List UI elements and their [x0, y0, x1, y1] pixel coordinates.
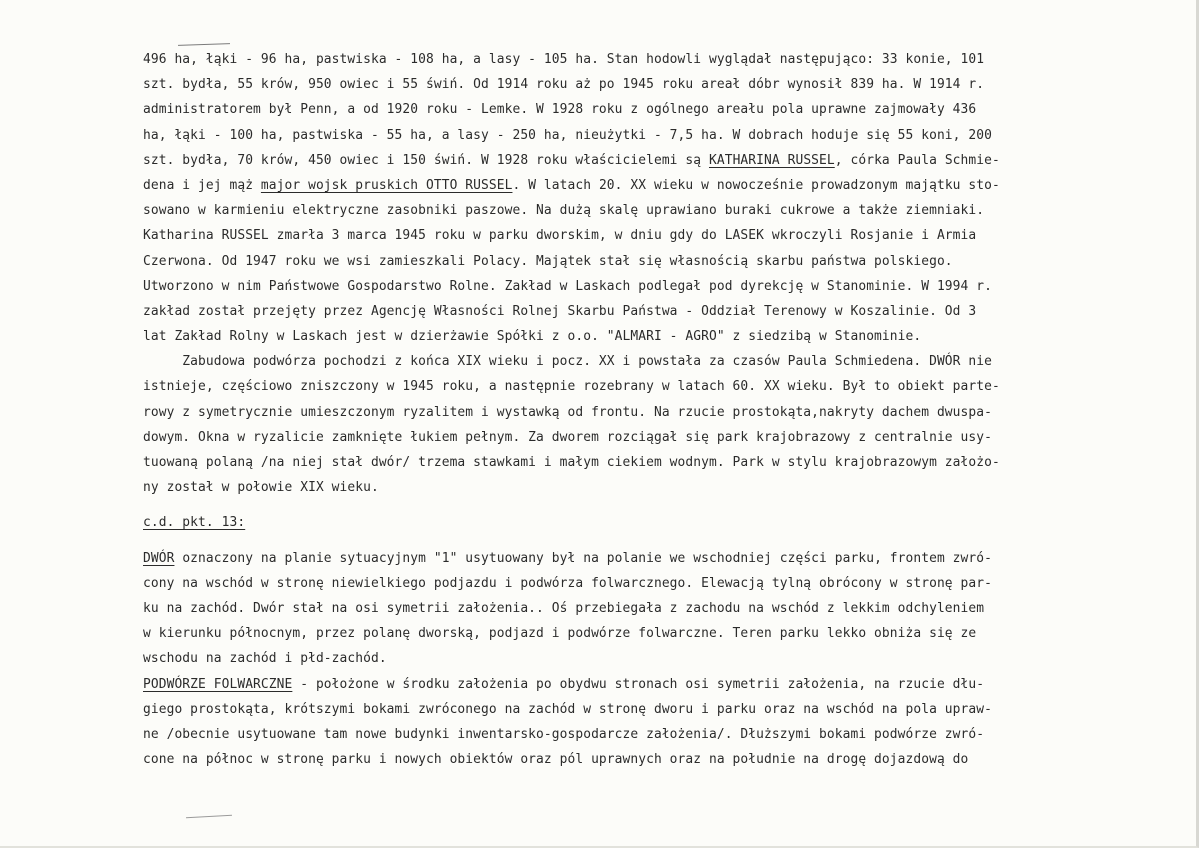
text-line: rowy z symetrycznie umieszczonym ryzalitem i wystawką od frontu. Na rzucie prostokąta,nakryty dachem dwuspa-	[143, 404, 992, 420]
text-line: dowym. Okna w ryzalicie zamknięte łukiem pełnym. Za dworem rozciągał się park krajobrazowy z centralnie usy-	[143, 429, 992, 445]
text-line	[143, 546, 1055, 571]
text-line: istnieje, częściowo zniszczony w 1945 roku, a następnie rozebrany w latach 60. XX wieku. Był to obiekt parte-	[143, 379, 1000, 395]
text-line	[143, 148, 1055, 173]
text-line: szt. bydła, 55 krów, 950 owiec i 55 świń. Od 1914 roku aż po 1945 roku areał dóbr wynosił 839 ha. W 1914 r.	[143, 77, 985, 93]
text-line	[143, 173, 1055, 198]
text-line: giego prostokąta, krótszymi bokami zwróconego na zachód w stronę dworu i parku oraz na wschód na pola upraw-	[143, 701, 992, 717]
text-line: zakład został przejęty przez Agencję Własności Rolnej Skarbu Państwa - Oddział Terenowy w Koszalinie. Od 3	[143, 303, 977, 319]
text-segment: oznaczony na planie sytuacyjnym "1" usytuowany był na polanie we wschodniej części parku, frontem zwró-	[174, 550, 992, 566]
text-line: Zabudowa podwórza pochodzi z końca XIX wieku i pocz. XX i powstała za czasów Paula Schmiedena. DWÓR nie	[143, 354, 992, 370]
text-segment: , córka Paula Schmie-	[834, 152, 1000, 168]
text-line: wschodu na zachód i płd-zachód.	[143, 651, 387, 667]
section-heading-text: c.d. pkt. 13:	[143, 515, 246, 531]
section-heading	[143, 510, 1055, 535]
text-line: Utworzono w nim Państwowe Gospodarstwo Rolne. Zakład w Laskach podlegał pod dyrekcję w Stanominie. W 1994 r.	[143, 278, 992, 294]
text-line: ny został w połowie XIX wieku.	[143, 480, 379, 496]
spacer	[143, 500, 1055, 510]
underlined-term: PODWÓRZE FOLWARCZNE	[143, 676, 293, 692]
text-line: cony na wschód w stronę niewielkiego podjazdu i podwórza folwarcznego. Elewacją tylną obrócony w stronę par-	[143, 575, 992, 591]
underlined-term: DWÓR	[143, 550, 175, 566]
spacer	[143, 536, 1055, 546]
pen-mark-bottom	[186, 815, 232, 818]
text-segment: dena i jej mąż	[143, 177, 261, 193]
text-line: cone na północ w stronę parku i nowych obiektów oraz pól uprawnych oraz na południe na drogę dojazdową do	[143, 752, 969, 768]
document-body	[143, 47, 1055, 772]
text-line: Katharina RUSSEL zmarła 3 marca 1945 roku w parku dworskim, w dniu gdy do LASEK wkroczyli Rosjanie i Armia	[143, 228, 977, 244]
underlined-owner-name: major wojsk pruskich OTTO RUSSEL	[260, 177, 513, 193]
text-line: tuowaną polaną /na niej stał dwór/ trzema stawkami i małym ciekiem wodnym. Park w stylu krajobrazowym założo-	[143, 455, 1000, 470]
text-line: ha, łąki - 100 ha, pastwiska - 55 ha, a lasy - 250 ha, nieużytki - 7,5 ha. W dobrach hoduje się 55 koni, 200	[143, 127, 992, 143]
text-line: administratorem był Penn, a od 1920 roku - Lemke. W 1928 roku z ogólnego areału pola uprawne zajmowały 436	[143, 102, 977, 118]
text-segment: szt. bydła, 70 krów, 450 owiec i 150 świń. W 1928 roku właścicielemi są	[143, 152, 709, 168]
text-line: ne /obecnie usytuowane tam nowe budynki inwentarsko-gospodarcze założenia/. Dłuższymi bokami podwórze zwró-	[143, 726, 985, 742]
text-segment: . W latach 20. XX wieku w nowocześnie prowadzonym majątku sto-	[512, 177, 1000, 193]
text-line: sowano w karmieniu elektryczne zasobniki paszowe. Na dużą skalę uprawiano buraki cukrowe a także ziemniaki.	[143, 203, 985, 219]
text-segment: - położone w środku założenia po obydwu stronach osi symetrii założenia, na rzucie dłu-	[292, 676, 985, 692]
text-line: 496 ha, łąki - 96 ha, pastwiska - 108 ha, a lasy - 105 ha. Stan hodowli wyglądał następująco: 33 konie, 101	[143, 52, 985, 67]
underlined-owner-name: KATHARINA RUSSEL	[708, 152, 835, 168]
text-line: Czerwona. Od 1947 roku we wsi zamieszkali Polacy. Majątek stał się własnością skarbu państwa polskiego.	[143, 253, 953, 269]
pen-mark-top	[178, 43, 230, 46]
text-line: ku na zachód. Dwór stał na osi symetrii założenia.. Oś przebiegała z zachodu na wschód z lekkim odchyleniem	[143, 600, 985, 616]
text-line: lat Zakład Rolny w Laskach jest w dzierżawie Spółki z o.o. "ALMARI - AGRO" z siedzibą w Stanominie.	[143, 329, 922, 345]
text-line	[143, 672, 1055, 697]
text-line: w kierunku północnym, przez polanę dworską, podjazd i podwórze folwarczne. Teren parku lekko obniża się ze	[143, 626, 977, 642]
